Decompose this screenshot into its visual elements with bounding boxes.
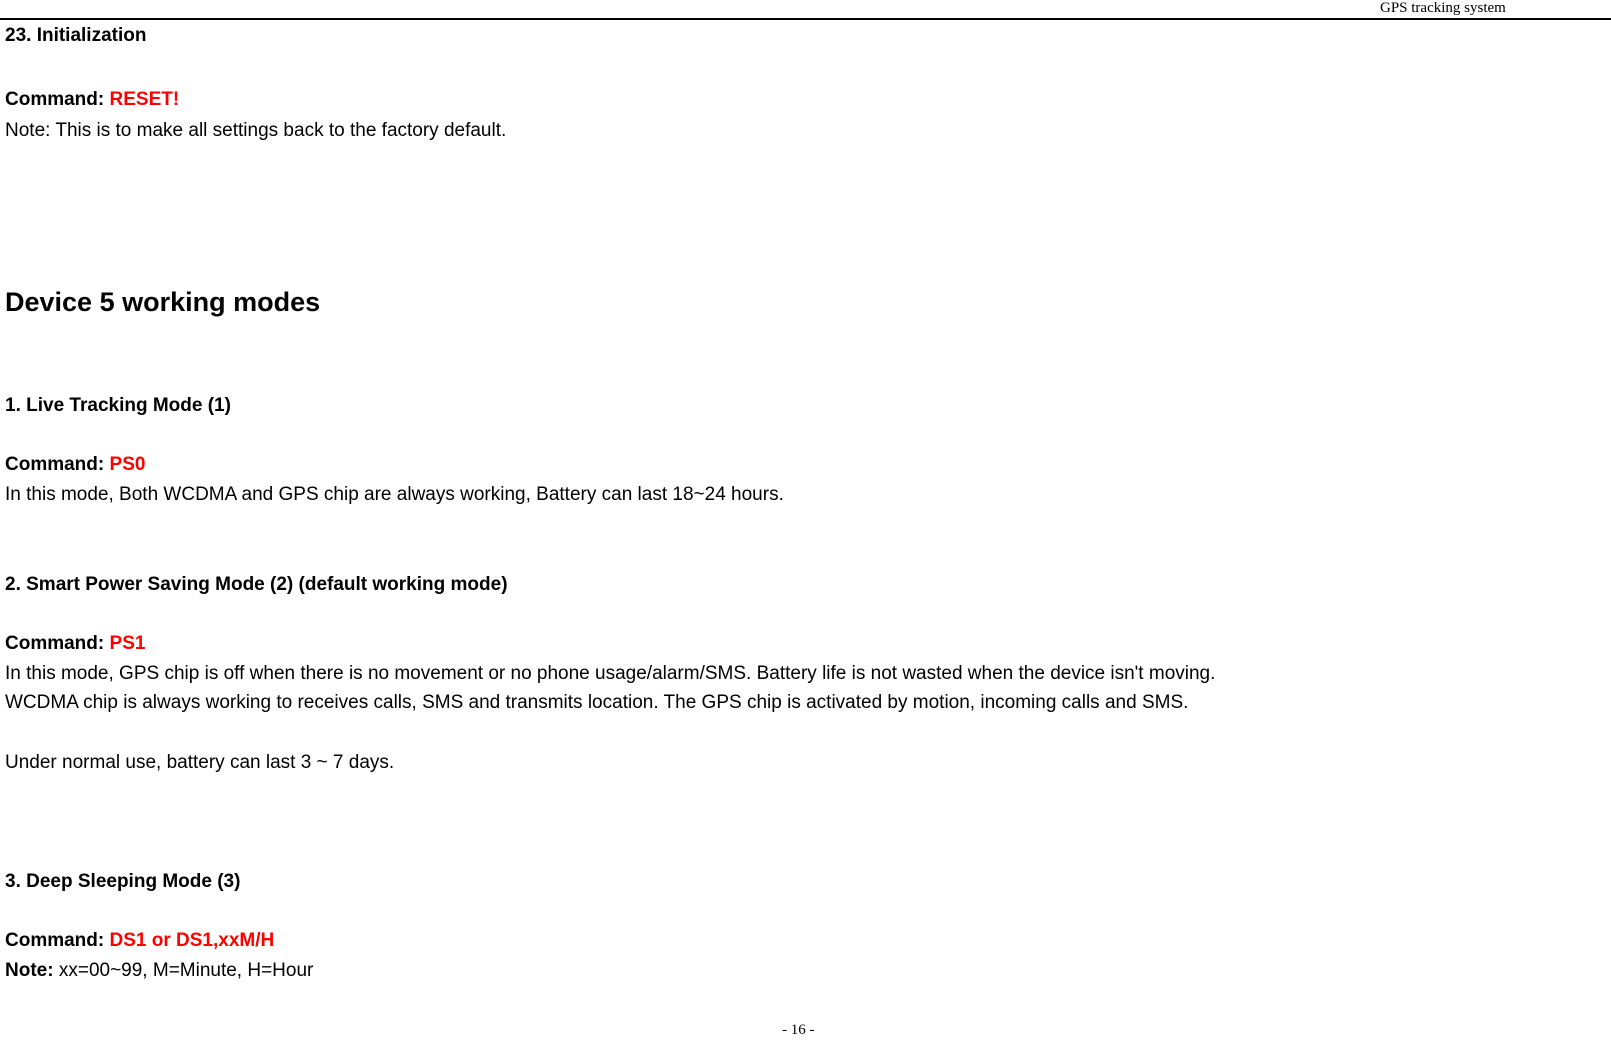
mode-description: In this mode, Both WCDMA and GPS chip are always working, Battery can last 18~24 hours. — [5, 484, 784, 505]
mode-heading-live-tracking: 1. Live Tracking Mode (1) — [5, 395, 231, 416]
note-label: Note: — [5, 960, 54, 981]
mode-description: Under normal use, battery can last 3 ~ 7 days. — [5, 752, 395, 773]
note-line — [5, 959, 313, 983]
command-label: Command: — [5, 89, 105, 110]
command-line-ps0 — [5, 453, 145, 477]
command-label: Command: — [5, 633, 105, 654]
command-line-ps1 — [5, 632, 145, 656]
page-header-title: GPS tracking system — [1380, 0, 1506, 16]
command-label: Command: — [5, 454, 105, 475]
command-value: PS0 — [109, 454, 146, 475]
section-heading-initialization: 23. Initialization — [5, 25, 147, 46]
header-divider — [0, 18, 1611, 20]
mode-description: In this mode, GPS chip is off when there is no movement or no phone usage/alarm/SMS. Battery life is not wasted when the device isn't moving. — [5, 663, 1216, 684]
page-number: - 16 - — [782, 1022, 815, 1038]
command-value: RESET! — [109, 89, 180, 110]
command-value: PS1 — [109, 633, 146, 654]
mode-heading-smart-power-saving: 2. Smart Power Saving Mode (2) (default working mode) — [5, 574, 508, 595]
note-value: xx=00~99, M=Minute, H=Hour — [58, 960, 314, 981]
command-label: Command: — [5, 930, 105, 951]
command-line-reset — [5, 88, 179, 112]
mode-description: WCDMA chip is always working to receives calls, SMS and transmits location. The GPS chip is activated by motion, incoming calls and SMS. — [5, 692, 1189, 713]
note-text: Note: This is to make all settings back to the factory default. — [5, 120, 507, 141]
command-value: DS1 or DS1,xxM/H — [109, 930, 275, 951]
mode-heading-deep-sleeping: 3. Deep Sleeping Mode (3) — [5, 871, 241, 892]
modes-heading: Device 5 working modes — [5, 287, 321, 317]
command-line-ds1 — [5, 929, 274, 953]
